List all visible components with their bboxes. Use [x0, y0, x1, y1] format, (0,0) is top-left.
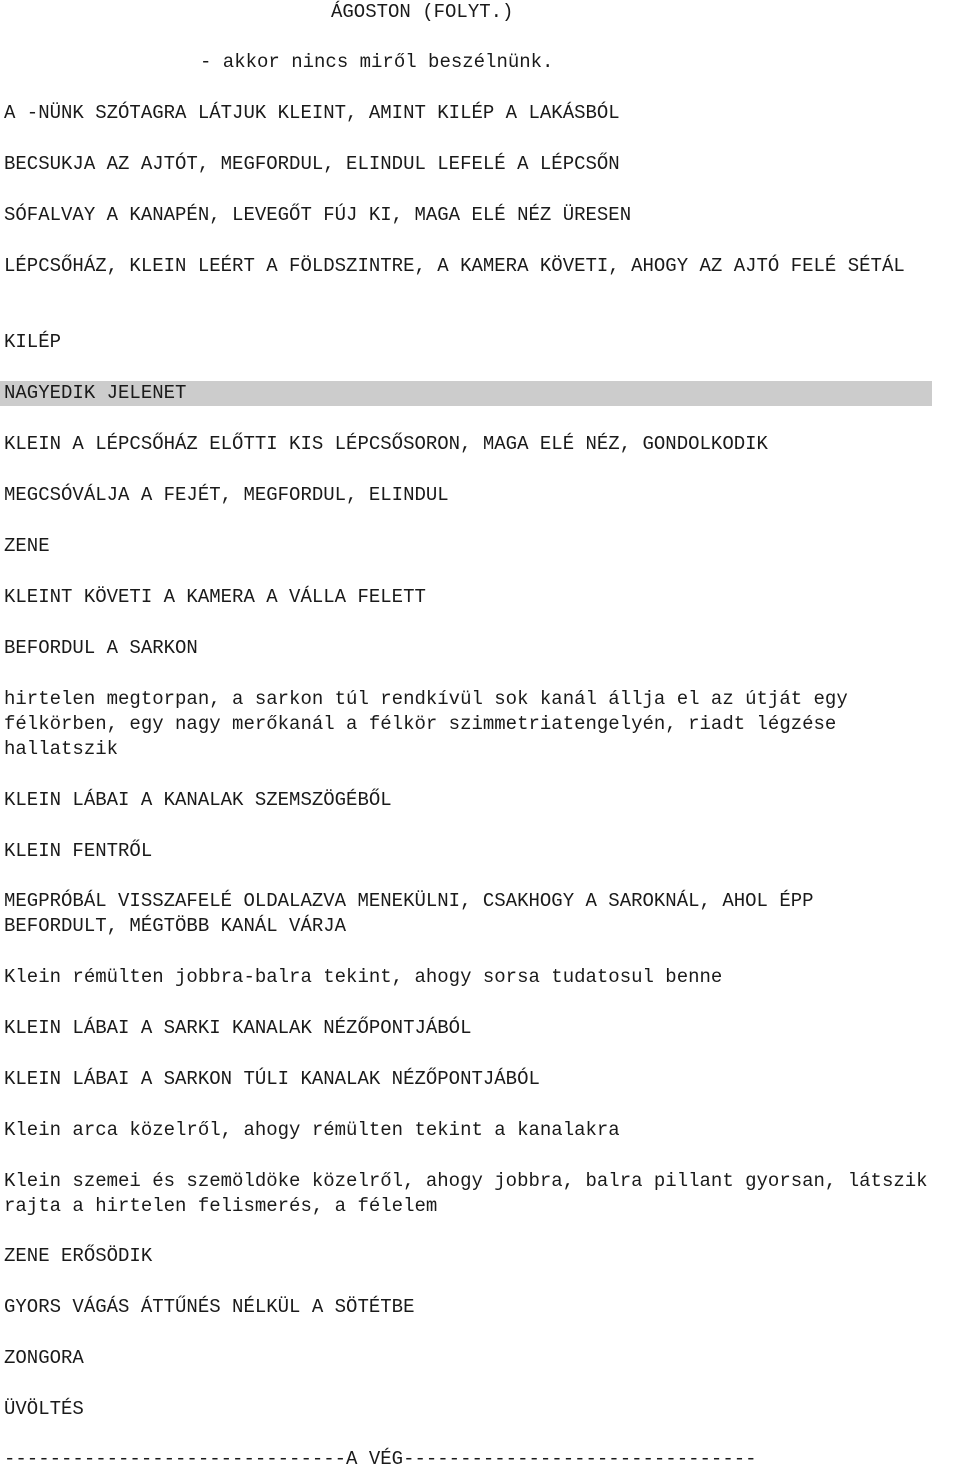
action-line: KLEIN LÁBAI A SARKON TÚLI KANALAK NÉZŐPONTJÁBÓL: [4, 1068, 540, 1090]
action-line: KLEIN LÁBAI A SARKI KANALAK NÉZŐPONTJÁBÓL: [4, 1017, 472, 1039]
action-line: Klein arca közelről, ahogy rémülten tekint a kanalakra: [4, 1119, 620, 1141]
action-line: ZENE ERŐSÖDIK: [4, 1245, 153, 1267]
action-line: ÜVÖLTÉS: [4, 1398, 84, 1420]
action-line: Klein szemei és szemöldöke közelről, ahogy jobbra, balra pillant gyorsan, látszik rajta a hirtelen felismerés, a félelem: [4, 1170, 939, 1217]
action-line: ZENE: [4, 535, 50, 557]
action-line: KILÉP: [4, 331, 62, 353]
action-line: hirtelen megtorpan, a sarkon túl rendkívül sok kanál állja el az útját egy félkörben, egy nagy merőkanál a félkör szimmetriatengelyén, riadt légzése hallatszik: [4, 688, 860, 760]
end-marker: ------------------------------A VÉG-------------------------------: [4, 1448, 757, 1470]
character-header: ÁGOSTON (FOLYT.): [331, 1, 514, 23]
action-line: KLEINT KÖVETI A KAMERA A VÁLLA FELETT: [4, 586, 426, 608]
action-line: SÓFALVAY A KANAPÉN, LEVEGŐT FÚJ KI, MAGA ELÉ NÉZ ÜRESEN: [4, 204, 632, 226]
action-line: KLEIN LÁBAI A KANALAK SZEMSZÖGÉBŐL: [4, 789, 392, 811]
action-line: BEFORDUL A SARKON: [4, 637, 198, 659]
action-line: MEGPRÓBÁL VISSZAFELÉ OLDALAZVA MENEKÜLNI, CSAKHOGY A SAROKNÁL, AHOL ÉPP BEFORDULT, MÉGTÖBB KANÁL VÁRJA: [4, 890, 825, 937]
action-line: ZONGORA: [4, 1347, 84, 1369]
action-line: MEGCSÓVÁLJA A FEJÉT, MEGFORDUL, ELINDUL: [4, 484, 449, 506]
action-line: A -NÜNK SZÓTAGRA LÁTJUK KLEINT, AMINT KILÉP A LAKÁSBÓL: [4, 102, 620, 124]
action-line: KLEIN A LÉPCSŐHÁZ ELŐTTI KIS LÉPCSŐSORON, MAGA ELÉ NÉZ, GONDOLKODIK: [4, 433, 768, 455]
action-line: GYORS VÁGÁS ÁTTŰNÉS NÉLKÜL A SÖTÉTBE: [4, 1296, 415, 1318]
action-line: BECSUKJA AZ AJTÓT, MEGFORDUL, ELINDUL LEFELÉ A LÉPCSŐN: [4, 153, 620, 175]
action-line: Klein rémülten jobbra-balra tekint, ahogy sorsa tudatosul benne: [4, 966, 723, 988]
scene-heading: NAGYEDIK JELENET: [0, 381, 932, 406]
action-line: KLEIN FENTRŐL: [4, 840, 153, 862]
action-line: LÉPCSŐHÁZ, KLEIN LEÉRT A FÖLDSZINTRE, A KAMERA KÖVETI, AHOGY AZ AJTÓ FELÉ SÉTÁL: [4, 255, 905, 277]
dialogue-line: - akkor nincs miről beszélnünk.: [200, 51, 554, 73]
